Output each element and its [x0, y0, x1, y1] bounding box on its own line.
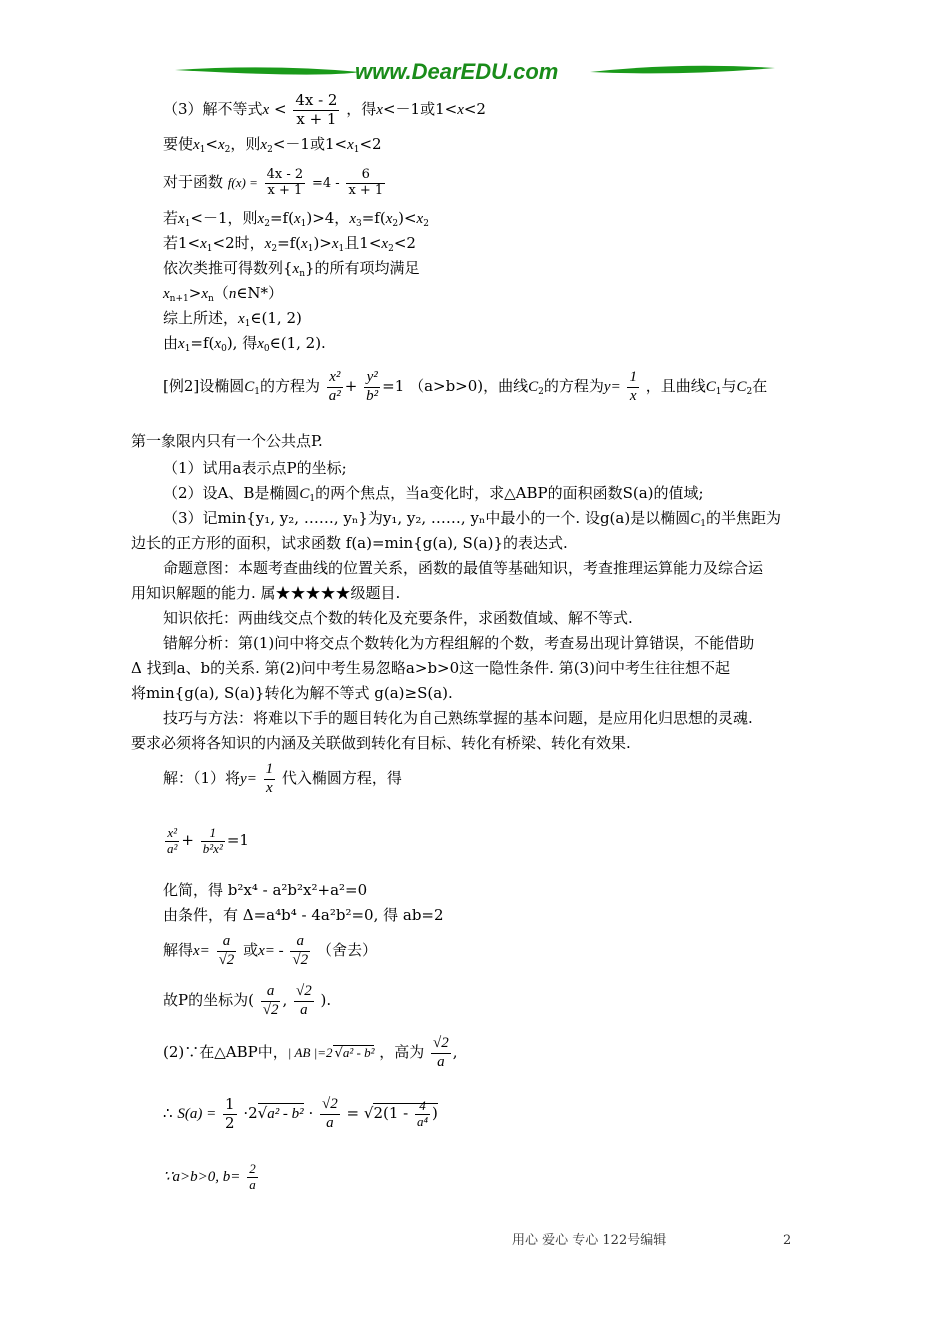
solution-step-1: 解：（1）将y= $\frac{1}{x}$ 代入椭圆方程，得: [163, 761, 402, 796]
discriminant-condition: 由条件，有 Δ=a⁴b⁴ - 4a²b²=0, 得 ab=2: [163, 906, 444, 924]
triangle-abp-base-height: (2)∵在△ABP中，| AB |=2 √a² - b² ，高为 $\frac{√2}{a}$ ,: [163, 1035, 458, 1070]
line-case-1: 若$x_1<-1$，则$x_2=f(x_1)>4$，$x_3=f(x_2)<x_2$: [163, 209, 429, 229]
ellipse-substituted-equation: $\frac{\text{x²}}{\text{a²}}$ + $\frac{1}{\text{b²x²}}$ =1: [167, 824, 249, 856]
error-analysis-cont-2: 将min{g(a), S(a)}转化为解不等式 g(a)≥S(a).: [131, 684, 453, 702]
question-2: （2）设A、B是椭圆$C_1$的两个焦点，当a变化时，求△ABP的面积函数S(a)的值域;: [163, 484, 704, 504]
example-2-line-2: 第一象限内只有一个公共点P.: [131, 432, 323, 450]
line-conclusion: 由$x_1=f(x_0)$, 得$x_0\in(1$, 2).: [163, 334, 326, 354]
question-1: （1）试用a表示点P的坐标;: [163, 459, 347, 477]
line-case-2: 若$1<x_1<2$时，$x_2=f(x_1)>x_1$且$1<x_2<2$: [163, 234, 416, 254]
b-expression: ∵a>b>0, b= $\frac{2}{a}$: [163, 1160, 256, 1192]
knowledge-basis: 知识依托：两曲线交点个数的转化及充要条件，求函数值域、解不等式.: [163, 609, 633, 627]
example-2-statement: [例2]设椭圆$C_1$的方程为 $\frac{\text{x²}}{\text{a²}}$ + $\frac{\text{y²}}{\text{b²}}$ =1 （a>b>0)，曲线$C_2$的方程为y= $\frac{1}{x}$ ，且曲线$C_1$与$C_2$在: [163, 369, 768, 404]
intent-paragraph: 命题意图：本题考查曲线的位置关系，函数的最值等基础知识，考查推理运算能力及综合运: [163, 559, 764, 577]
page-number: 2: [783, 1233, 792, 1248]
line-monotone: $x_{n+1}>x_n(n\in N*)$: [163, 284, 284, 304]
error-analysis-cont-1: Δ 找到a、b的关系. 第(2)问中考生易忽略a>b>0这一隐性条件. 第(3)问中考生往往想不起: [131, 659, 730, 677]
line-summary: 综上所述，$x_1\in(1$, 2): [163, 309, 302, 329]
question-3: （3）记min{y₁, y₂, ……, yₙ}为y₁, y₂, ……, yₙ中最小的一个. 设g(a)是以椭圆$C_1$的半焦距为: [163, 509, 781, 529]
footer-slogan: 用心 爱心 专心 122号编辑: [512, 1233, 667, 1248]
simplified-equation: 化简，得 b²x⁴ - a²b²x²+a²=0: [163, 881, 368, 899]
area-function-s: ∴ S(a) = $\frac{1}{2}$ ·2√a² - b² · $\frac{√2}{a}$ = √2(1 - $\frac{4}{\text{a⁴}}$ ): [163, 1095, 438, 1132]
question-3-cont: 边长的正方形的面积，试求函数 f(a)=min{g(a), S(a)}的表达式.: [131, 534, 568, 552]
point-p-coordinates: 故P的坐标为( $\frac{a}{√2}$ , $\frac{√2}{a}$ ).: [163, 983, 332, 1018]
line-sequence: 依次类推可得数列$\{x_n\}$的所有项均满足: [163, 259, 420, 279]
line-condition: 要使$x_1<x_2$，则$x_2<-1$或$1<x_1<2$: [163, 135, 382, 155]
technique-paragraph: 技巧与方法：将难以下手的题目转化为自己熟练掌握的基本问题，是应用化归思想的灵魂.: [163, 709, 753, 727]
intent-paragraph-cont: 用知识解题的能力. 属★★★★★级题目.: [131, 584, 401, 602]
error-analysis: 错解分析：第(1)问中将交点个数转化为方程组解的个数，考查易出现计算错误，不能借助: [163, 634, 755, 652]
technique-paragraph-cont: 要求必须将各知识的内涵及关联做到转化有目标、转化有桥梁、转化有效果.: [131, 734, 631, 752]
site-logo-text[interactable]: www.DearEDU.com: [355, 59, 559, 84]
line-inequality: （3）解不等式x < $\frac{4x - 2}{x + 1}$ ，得x<－1或1<x<2: [163, 91, 486, 128]
line-function: 对于函数 f(x) = $\frac{4x - 2}{x + 1}$ =4 - $\frac{6}{x + 1}$: [163, 166, 384, 198]
solve-x: 解得x= $\frac{a}{√2}$ 或x= - $\frac{a}{√2}$ （舍去）: [163, 933, 377, 968]
